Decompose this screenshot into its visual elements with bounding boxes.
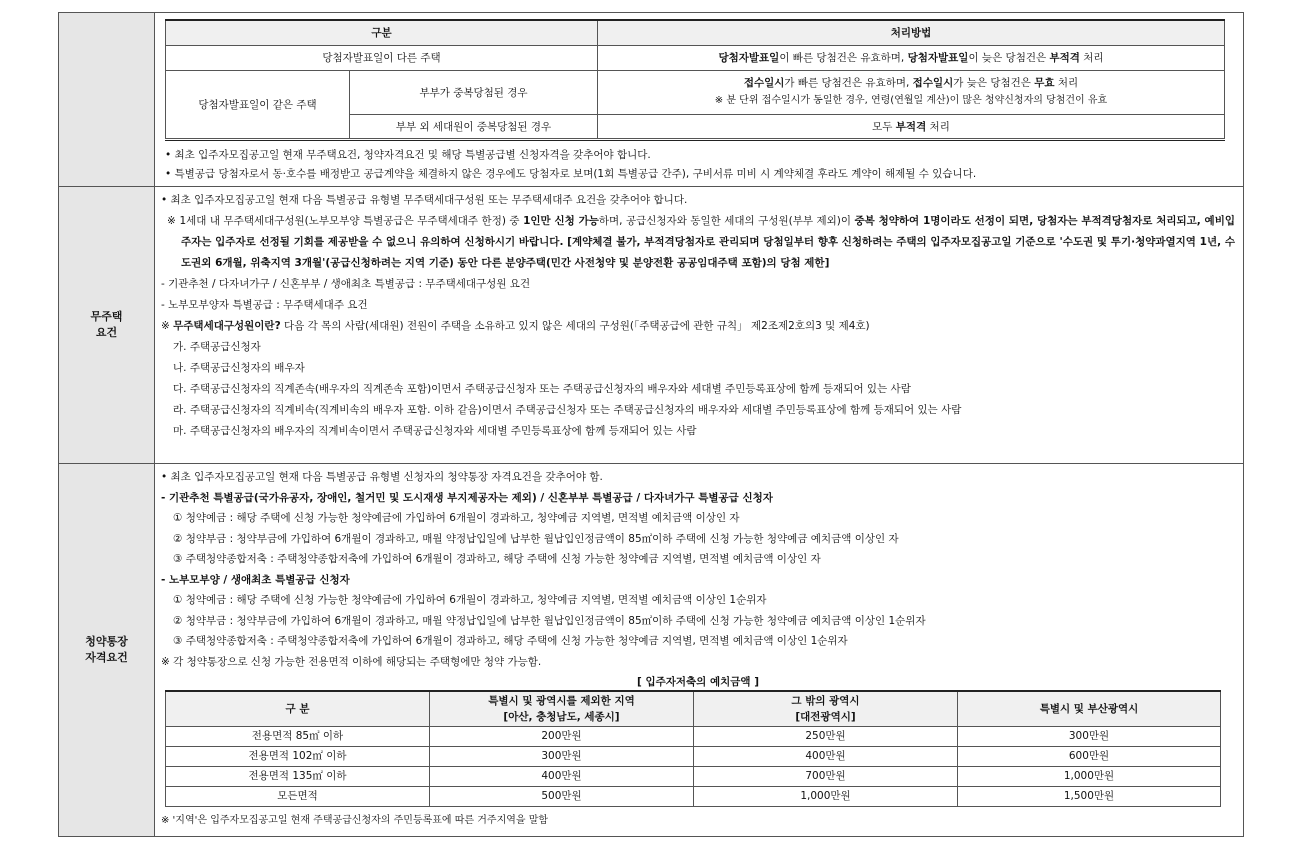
top-bullets	[165, 140, 1225, 184]
housing-item-ra: 라. 주택공급신청자의 직계비속(직계비속의 배우자 포함. 이하 같음)이면서 주택공급신청자 또는 주택공급신청자의 배우자와 세대별 주민등록표상에 함께 등재되어 있는 사람	[173, 404, 962, 416]
housing-line-3: - 노부모부양자 특별공급 : 무주택세대주 요건	[161, 299, 368, 311]
top-bullet-2: • 특별공급 당첨자로서 동·호수를 배정받고 공급계약을 체결하지 않은 경우에도 당첨자로 보며(1회 특별공급 간주), 구비서류 미비 시 계약체결 후라도 계약이 해제될 수 있습니다.	[165, 167, 977, 180]
category-same-date: 당첨자발표일이 같은 주택	[166, 70, 350, 138]
housing-note: ※ 1세대 내 무주택세대구성원(노부모부양 특별공급은 무주택세대주 한정) 중 1인만 신청 가능하며, 공급신청자와 동일한 세대의 구성원(부부 제외)이 중복 청약하여 1명이라도 선정이 되면, 당첨자는 부적격당첨자로 처리되고, 예비입주자는 입주자로 선정될 기회를 제공받을 수 없으니 유의하여 신청하시기 바랍니다. [계약체결 불가, 부적격당첨자로 관리되며 당첨일부터 향후 신청하려는 주택의 입주자모집공고일 기준으로 '수도권 및 투기·청약과열지역 1년, 수도권외 6개월, 위축지역 3개월'(공급신청하려는 지역 기준) 동안 다른 분양주택(민간 사전청약 및 분양전환 공공임대주택 포함)의 당첨 제한]	[167, 215, 1235, 269]
account-note: ※ 각 청약통장으로 신청 가능한 전용면적 이하에 해당되는 주택형에만 청약 가능함.	[161, 655, 542, 668]
account-group1-title: - 기관추천 특별공급(국가유공자, 장애인, 철거민 및 도시재생 부지제공자는 제외) / 신혼부부 특별공급 / 다자녀가구 특별공급 신청자	[161, 491, 773, 504]
account-group2-item-3: ③ 주택청약종합저축 : 주택청약종합저축에 가입하여 6개월이 경과하고, 해당 주택에 신청 가능한 청약예금 지역별, 면적별 예치금액 이상인 1순위자	[173, 635, 848, 647]
housing-item-ga: 가. 주택공급신청자	[173, 341, 261, 353]
housing-definition: ※ 무주택세대구성원이란? 다음 각 목의 사람(세대원) 전원이 주택을 소유하고 있지 않은 세대의 구성원(「주택공급에 관한 규칙」 제2조제2호의3 및 제4호)	[161, 320, 870, 332]
account-line-1: • 최초 입주자모집공고일 현재 다음 특별공급 유형별 신청자의 청약통장 자격요건을 갖추어야 함.	[161, 471, 603, 483]
sub-table-header	[166, 20, 1225, 45]
top-bullet-1: • 최초 입주자모집공고일 현재 무주택요건, 청약자격요건 및 해당 특별공급별 신청자격을 갖추어야 합니다.	[165, 148, 651, 161]
table-row: 전용면적 85㎡ 이하 200만원 250만원 300만원	[166, 727, 1221, 747]
deposit-footnote: ※ '지역'은 입주자모집공고일 현재 주택공급신청자의 주민등록표에 따른 거주지역을 말함	[161, 815, 549, 826]
category-different-date: 당첨자발표일이 다른 주택	[166, 45, 598, 70]
account-group2-item-1: ① 청약예금 : 해당 주택에 신청 가능한 청약예금에 가입하여 6개월이 경과하고, 청약예금 지역별, 면적별 예치금액 이상인 1순위자	[173, 594, 767, 606]
account-group1-item-2: ② 청약부금 : 청약부금에 가입하여 6개월이 경과하고, 매월 약정납입일에 납부한 월납입인정금액이 85㎡이하 주택에 신청 가능한 청약예금 예치금액 이상인 자	[173, 532, 899, 545]
table-row: 전용면적 102㎡ 이하 300만원 400만원 600만원	[166, 747, 1221, 767]
deposit-header-area: 구 분	[166, 691, 430, 727]
deposit-table	[165, 690, 1221, 807]
duplicate-win-cell	[155, 13, 1244, 187]
account-group2-title: - 노부모부양 / 생애최초 특별공급 신청자	[161, 573, 350, 586]
method-couple: 접수일시가 빠른 당첨건은 유효하며, 접수일시가 늦은 당첨건은 무효 처리 ※ 분 단위 접수일시가 동일한 경우, 연령(연월일 계산)이 많은 청약신청자의 당첨건이 유효	[598, 70, 1225, 114]
method-different-date: 당첨자발표일이 빠른 당첨건은 유효하며, 당첨자발표일이 늦은 당첨건은 부적격 처리	[598, 45, 1225, 70]
sub-category-couple: 부부가 중복당첨된 경우	[350, 70, 598, 114]
table-row: 모든면적 500만원 1,000만원 1,500만원	[166, 787, 1221, 807]
table-row: 전용면적 135㎡ 이하 400만원 700만원 1,000만원	[166, 767, 1221, 787]
deposit-header-other-region: 특별시 및 광역시를 제외한 지역 [아산, 충청남도, 세종시]	[430, 691, 694, 727]
housing-label: 무주택 요건	[59, 187, 155, 464]
deposit-header-metro: 그 밖의 광역시 [대전광역시]	[694, 691, 958, 727]
housing-item-na: 나. 주택공급신청자의 배우자	[173, 362, 305, 374]
document-page	[58, 12, 1244, 837]
housing-item-ma: 마. 주택공급신청자의 배우자의 직계비속이면서 주택공급신청자와 세대별 주민등록표상에 함께 등재되어 있는 사람	[173, 425, 697, 437]
housing-content	[155, 187, 1244, 464]
account-group1-item-1: ① 청약예금 : 해당 주택에 신청 가능한 청약예금에 가입하여 6개월이 경과하고, 청약예금 지역별, 면적별 예치금액 이상인 자	[173, 512, 740, 524]
housing-line-2: - 기관추천 / 다자녀가구 / 신혼부부 / 생애최초 특별공급 : 무주택세대구성원 요건	[161, 278, 531, 290]
header-category: 구분	[166, 20, 598, 45]
housing-item-da: 다. 주택공급신청자의 직계존속(배우자의 직계존속 포함)이면서 주택공급신청자 또는 주택공급신청자의 배우자와 세대별 주민등록표상에 함께 등재되어 있는 사람	[173, 383, 911, 395]
sub-row-different-date	[166, 45, 1225, 70]
duplicate-win-row	[59, 13, 1244, 187]
sub-row-same-date-couple	[166, 70, 1225, 114]
deposit-table-title: [ 입주자저축의 예치금액 ]	[637, 676, 759, 688]
blank-label-cell	[59, 13, 155, 187]
account-content	[155, 464, 1244, 837]
deposit-table-header	[166, 691, 1221, 727]
housing-line-1: • 최초 입주자모집공고일 현재 다음 특별공급 유형별 무주택세대구성원 또는 무주택세대주 요건을 갖추어야 합니다.	[161, 194, 688, 206]
method-couple-note: ※ 분 단위 접수일시가 동일한 경우, 연령(연월일 계산)이 많은 청약신청자의 당첨건이 유효	[714, 95, 1108, 106]
deposit-header-special: 특별시 및 부산광역시	[958, 691, 1221, 727]
account-row	[59, 464, 1244, 837]
housing-row	[59, 187, 1244, 464]
sub-category-member: 부부 외 세대원이 중복당첨된 경우	[350, 114, 598, 138]
account-group1-item-3: ③ 주택청약종합저축 : 주택청약종합저축에 가입하여 6개월이 경과하고, 해당 주택에 신청 가능한 청약예금 지역별, 면적별 예치금액 이상인 자	[173, 553, 821, 565]
requirements-table	[58, 12, 1244, 837]
header-method: 처리방법	[598, 20, 1225, 45]
account-label: 청약통장 자격요건	[59, 464, 155, 837]
method-member: 모두 부적격 처리	[598, 114, 1225, 138]
account-group2-item-2: ② 청약부금 : 청약부금에 가입하여 6개월이 경과하고, 매월 약정납입일에 납부한 월납입인정금액이 85㎡이하 주택에 신청 가능한 청약예금 예치금액 이상인 1순위자	[173, 614, 926, 627]
duplicate-win-table	[165, 19, 1225, 139]
